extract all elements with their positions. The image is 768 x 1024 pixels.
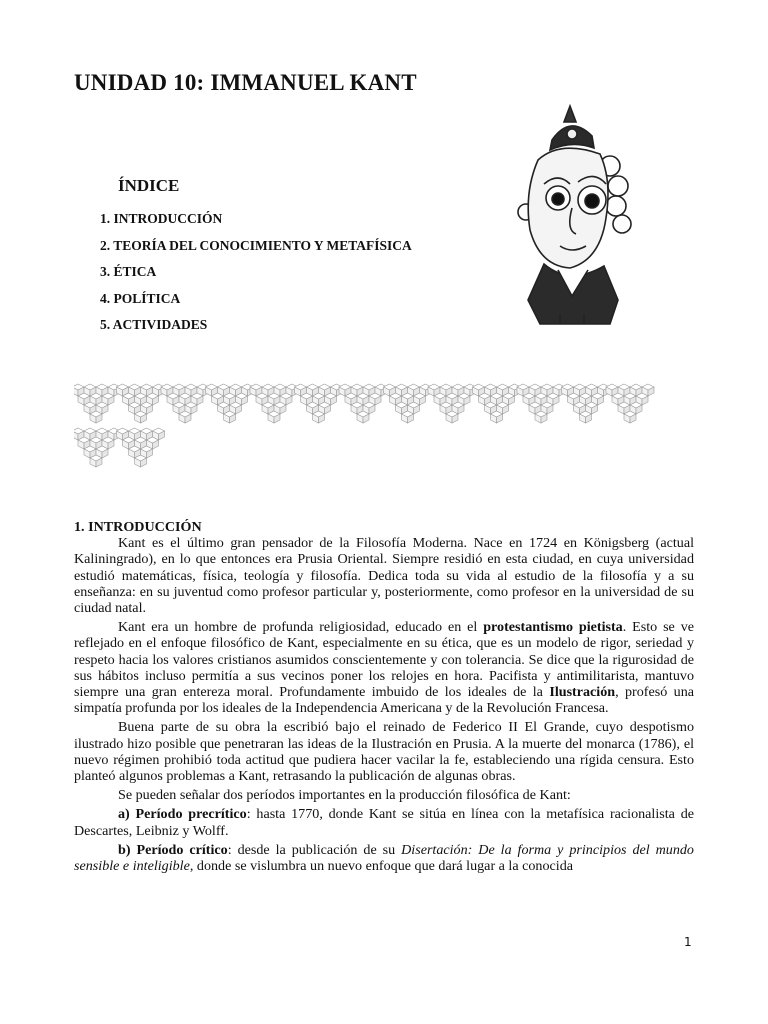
cube-pyramid bbox=[428, 384, 476, 423]
cube-pyramid bbox=[161, 384, 209, 423]
index-heading: ÍNDICE bbox=[118, 176, 180, 195]
index-list bbox=[100, 210, 412, 343]
index-item: 4. POLÍTICA bbox=[100, 290, 181, 306]
cube-pyramid bbox=[206, 384, 254, 423]
section-heading: 1. INTRODUCCIÓN bbox=[74, 519, 202, 535]
cube-pyramid bbox=[74, 428, 120, 467]
cube-pyramid bbox=[295, 384, 343, 423]
cube-pyramid bbox=[117, 384, 165, 423]
paragraph: a) Período precrítico: hasta 1770, donde Kant se sitúa en línea con la metafísica racionalista de Descartes, Leibniz y Wolff. bbox=[74, 806, 695, 839]
index-item: 5. ACTIVIDADES bbox=[100, 317, 208, 332]
cube-pyramid bbox=[606, 384, 654, 423]
cube-pyramid bbox=[384, 384, 432, 423]
cube-pyramid bbox=[339, 384, 387, 423]
cube-pattern-divider bbox=[74, 382, 674, 474]
cube-pyramid bbox=[74, 384, 120, 423]
page-number: 1 bbox=[684, 935, 692, 949]
paragraph: b) Período crítico: desde la publicación de su Disertación: De la forma y principios del mundo sensible e inteligible, donde se vislumbra un nuevo enfoque que dará lugar a la conocida bbox=[74, 841, 694, 875]
paragraph: Kant es el último gran pensador de la Filosofía Moderna. Nace en 1724 en Königsberg (actual Kaliningrado), en lo que entonces era Prusia Oriental. Siempre residió en esta ciudad, en cuya universidad estudió matemáticas, física, teología y filosofía. Dedica toda su vida al estudio de la filosofía y a su enseñanza: en su juventud como profesor particular y, posteriormente, como profesor en la universidad de su ciudad natal. bbox=[74, 535, 694, 617]
introduction-section bbox=[74, 519, 694, 877]
paragraph: Buena parte de su obra la escribió bajo el reinado de Federico II El Grande, cuyo despotismo ilustrado hizo posible que penetraran las ideas de la Ilustración en Prusia. A la muerte del monarca (1786), el nuevo régimen prohibió toda actitud que pudiera hacer vacilar la fe, estableciendo una rígida censura. Esto planteó algunos problemas a Kant, retrasando la publicación de algunas obras. bbox=[74, 719, 694, 785]
cube-pyramid bbox=[517, 384, 565, 423]
cube-pyramid bbox=[473, 384, 521, 423]
cube-pyramid bbox=[250, 384, 298, 423]
index-item: 2. TEORÍA DEL CONOCIMIENTO Y METAFÍSICA bbox=[100, 237, 412, 253]
index-item: 1. INTRODUCCIÓN bbox=[100, 211, 223, 226]
paragraph: Se pueden señalar dos períodos importantes en la producción filosófica de Kant: bbox=[118, 787, 571, 804]
page-title: UNIDAD 10: IMMANUEL KANT bbox=[74, 70, 417, 95]
kant-caricature-image bbox=[500, 100, 650, 330]
cube-pyramid bbox=[117, 428, 165, 467]
cube-pyramid bbox=[562, 384, 610, 423]
index-item: 3. ÉTICA bbox=[100, 264, 157, 279]
paragraph: Kant era un hombre de profunda religiosidad, educado en el protestantismo pietista. Esto se ve reflejado en el enfoque filosófico de Kant, especialmente en su ética, que es un modelo de rigor, seriedad y respeto hacia los valores cristianos asumidos conscientemente y con tolerancia. Se dice que la rigurosidad de sus hábitos incluso permitía a sus vecinos poner los relojes en hora. Pacifista y antimilitarista, mantuvo siempre una gran entereza moral. Profundamente imbuido de los ideales de la Ilustración, profesó una simpatía profunda por los ideales de la Independencia Americana y de la Revolución Francesa. bbox=[74, 619, 695, 717]
